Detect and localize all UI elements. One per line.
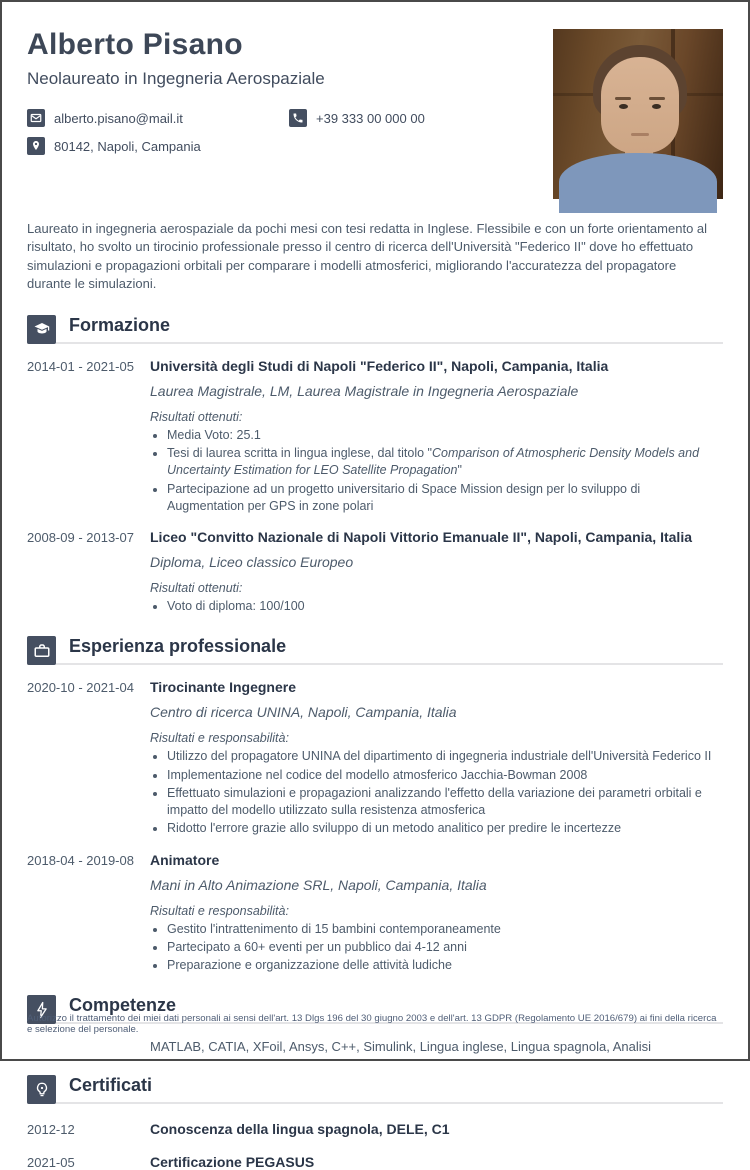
entry-bullets — [150, 921, 719, 975]
briefcase-icon — [27, 636, 56, 665]
entry-bullets — [150, 598, 719, 615]
bullet-item: • Implementazione nel codice del modello atmosferico Jacchia-Bowman 2008 — [167, 767, 719, 784]
education-entry — [27, 358, 723, 515]
bullet-item: • Partecipazione ad un progetto universitario di Space Mission design per lo sviluppo di Augmentation per GPS in zone polari — [167, 481, 719, 516]
contact-phone — [289, 109, 551, 127]
entry-subtitle: Diploma, Liceo classico Europeo — [150, 554, 354, 571]
skills-list: MATLAB, CATIA, XFoil, Ansys, C++, Simulink, Lingua inglese, Lingua spagnola, Analisi — [150, 1039, 651, 1055]
entry-subtitle: Laurea Magistrale, LM, Laurea Magistrale in Ingegneria Aerospaziale — [150, 382, 579, 399]
results-label: Risultati ottenuti: — [150, 409, 243, 424]
entry-subtitle: Centro di ricerca UNINA, Napoli, Campania, Italia — [150, 704, 457, 721]
contact-email — [27, 109, 289, 127]
bullet-item: • Media Voto: 25.1 — [167, 427, 719, 444]
section-title-skills: Competenze — [69, 995, 177, 1016]
results-label: Risultati e responsabilità: — [150, 731, 289, 746]
entry-dates: 2008-09 - 2013-07 — [27, 530, 134, 546]
certificate-entry — [27, 1154, 723, 1170]
entry-bullets — [150, 427, 719, 515]
address-value: 80142, Napoli, Campania — [54, 138, 201, 154]
section-header-experience — [27, 636, 723, 665]
results-label: Risultati e responsabilità: — [150, 903, 289, 918]
experience-entry — [27, 679, 723, 837]
bullet-item: • Effettuato simulazioni e propagazioni analizzando l'effetto della variazione dei parametri orbitali e impatto del modello utilizzato sulla resistenza atmosferica — [167, 785, 719, 820]
email-value: alberto.pisano@mail.it — [54, 110, 183, 126]
entry-dates: 2021-05 — [27, 1155, 75, 1170]
entry-dates: 2018-04 - 2019-08 — [27, 852, 134, 868]
phone-icon — [289, 109, 307, 127]
section-title-education: Formazione — [69, 314, 171, 335]
entry-title: Animatore — [150, 851, 220, 868]
entry-dates: 2020-10 - 2021-04 — [27, 680, 134, 696]
entry-bullets — [150, 748, 719, 837]
profile-photo — [553, 29, 723, 199]
email-icon — [27, 109, 45, 127]
certificate-title: Certificazione PEGASUS — [150, 1154, 315, 1170]
cv-header — [27, 28, 723, 200]
contact-address — [27, 137, 289, 155]
entry-dates: 2014-01 - 2021-05 — [27, 358, 134, 374]
section-header-certificates — [27, 1075, 723, 1104]
person-job-title: Neolaureato in Ingegneria Aerospaziale — [27, 69, 325, 88]
education-entry — [27, 529, 723, 615]
entry-title: Università degli Studi di Napoli "Federico II", Napoli, Campania, Italia — [150, 357, 609, 374]
results-label: Risultati ottenuti: — [150, 581, 243, 596]
person-name: Alberto Pisano — [27, 28, 243, 61]
graduation-cap-icon — [27, 315, 56, 344]
bullet-item: • Tesi di laurea scritta in lingua inglese, dal titolo "Comparison of Atmospheric Density Models and Uncertainty Estimation for LEO Satellite Propagation" — [167, 445, 719, 480]
section-title-experience: Esperienza professionale — [69, 636, 287, 657]
entry-title: Liceo "Convitto Nazionale di Napoli Vittorio Emanuale II", Napoli, Campania, Italia — [150, 529, 692, 546]
certificate-entry — [27, 1121, 723, 1137]
profile-summary: Laureato in ingegneria aerospaziale da pochi mesi con tesi redatta in Inglese. Flessibile e con un forte orientamento al risultato, ho svolto un tirocinio professionale presso il centro di ricerca dell'Università "Federico II" dove ho effettuato simulazioni e propagazioni orbitali per comparare i modelli atmosferici, migliorando l'accuratezza del propagatore durante le simulazioni. — [27, 221, 708, 292]
location-pin-icon — [27, 137, 45, 155]
entry-dates: 2012-12 — [27, 1122, 75, 1138]
section-header-education — [27, 315, 723, 344]
entry-subtitle: Mani in Alto Animazione SRL, Napoli, Campania, Italia — [150, 876, 487, 893]
bullet-item: • Utilizzo del propagatore UNINA del dipartimento di ingegneria industriale dell'Università Federico II — [167, 748, 719, 765]
gdpr-consent-note: Autorizzo il trattamento dei miei dati personali ai sensi dell'art. 13 Dlgs 196 del 30 giugno 2003 e dell'art. 13 GDPR (Regolamento UE 2016/679) ai fini della ricerca e selezione del personale. — [27, 1013, 717, 1035]
experience-entry — [27, 852, 723, 975]
certificate-title: Conoscenza della lingua spagnola, DELE, C1 — [150, 1121, 450, 1138]
bullet-item: • Preparazione e organizzazione delle attività ludiche — [167, 957, 719, 974]
lightbulb-icon — [27, 1075, 56, 1104]
entry-title: Tirocinante Ingegnere — [150, 679, 296, 696]
phone-value: +39 333 00 000 00 — [316, 110, 425, 126]
bullet-item: • Partecipato a 60+ eventi per un pubblico dai 4-12 anni — [167, 939, 719, 956]
bullet-item: • Ridotto l'errore grazie allo sviluppo di un metodo analitico per predire le incertezze — [167, 820, 719, 837]
section-title-certificates: Certificati — [69, 1075, 153, 1096]
bullet-item: • Gestito l'intrattenimento di 15 bambini contemporaneamente — [167, 921, 719, 938]
bullet-item: • Voto di diploma: 100/100 — [167, 598, 719, 615]
